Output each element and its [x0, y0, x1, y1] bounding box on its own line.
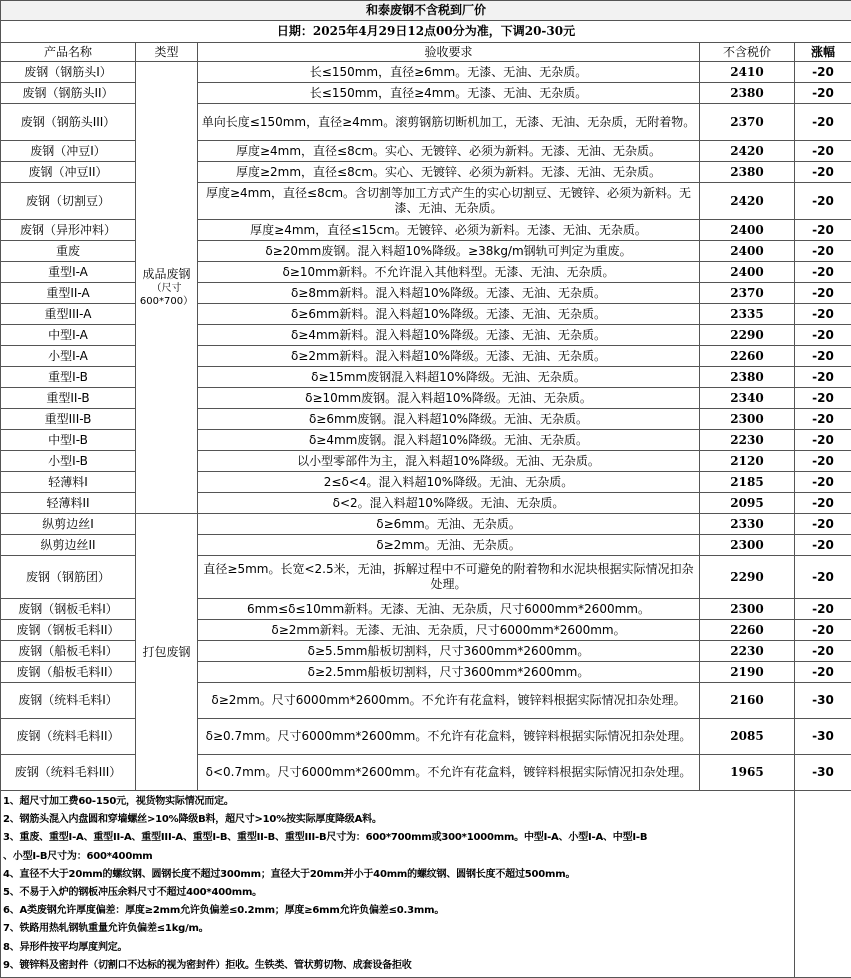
- requirement: δ≥6mm新料。混入料超10%降级。无漆、无油、无杂质。: [198, 304, 700, 325]
- requirement: δ<0.7mm。尺寸6000mm*2600mm。不允许有花盒料，镀锌料根据实际情况扣杂处理。: [198, 755, 700, 791]
- product-name: 重型II-B: [1, 388, 136, 409]
- price: 2400: [700, 241, 795, 262]
- note-line: 3、重废、重型I-A、重型II-A、重型III-A、重型I-B、重型II-B、重型III-B尺寸为：600*700mm或300*1000mm。中型I-A、小型I-A、中型I-B: [3, 829, 792, 847]
- price: 2230: [700, 430, 795, 451]
- price: 2120: [700, 451, 795, 472]
- price-change: -20: [795, 662, 851, 683]
- table-row: [1, 755, 851, 791]
- price-change: -20: [795, 409, 851, 430]
- price: 2410: [700, 62, 795, 83]
- note-line: 8、异形件按平均厚度判定。: [3, 939, 792, 957]
- requirement: 直径≥5mm。长宽<2.5米，无油，拆解过程中不可避免的附着物和水泥块根据实际情况扣杂处理。: [198, 556, 700, 599]
- requirement: δ≥5.5mm船板切割料，尺寸3600mm*2600mm。: [198, 641, 700, 662]
- product-name: 废钢（钢筋头II）: [1, 83, 136, 104]
- product-name: 废钢（钢板毛料I）: [1, 599, 136, 620]
- requirement: 6mm≤δ≤10mm新料。无漆、无油、无杂质，尺寸6000mm*2600mm。: [198, 599, 700, 620]
- requirement: 厚度≥2mm，直径≤8cm。实心、无镀锌、必须为新料。无漆、无油、无杂质。: [198, 162, 700, 183]
- price-change: -20: [795, 262, 851, 283]
- price-change: -20: [795, 62, 851, 83]
- table-row: [1, 141, 851, 162]
- table-row: [1, 241, 851, 262]
- table-row: [1, 62, 851, 83]
- product-name: 轻薄料II: [1, 493, 136, 514]
- price: 2160: [700, 683, 795, 719]
- product-name: 废钢（钢筋团）: [1, 556, 136, 599]
- requirement: δ≥10mm废钢。混入料超10%降级。无油、无杂质。: [198, 388, 700, 409]
- date-line: 日期：2025年4月29日12点00分为准，下调20-30元: [1, 21, 851, 43]
- price: 2370: [700, 104, 795, 141]
- product-name: 废钢（统料毛料II）: [1, 719, 136, 755]
- price: 2420: [700, 141, 795, 162]
- price-change: -20: [795, 83, 851, 104]
- price: 2400: [700, 220, 795, 241]
- table-row: [1, 183, 851, 220]
- requirement: δ<2。混入料超10%降级。无油、无杂质。: [198, 493, 700, 514]
- requirement: δ≥2mm。无油、无杂质。: [198, 535, 700, 556]
- requirement: 长≤150mm，直径≥6mm。无漆、无油、无杂质。: [198, 62, 700, 83]
- table-row: [1, 409, 851, 430]
- price-change: -20: [795, 241, 851, 262]
- price: 2260: [700, 346, 795, 367]
- requirement: 长≤150mm，直径≥4mm。无漆、无油、无杂质。: [198, 83, 700, 104]
- product-name: 重型III-B: [1, 409, 136, 430]
- price-change: -20: [795, 641, 851, 662]
- requirement: δ≥4mm废钢。混入料超10%降级。无油、无杂质。: [198, 430, 700, 451]
- notes-row: [1, 791, 851, 978]
- price: 2230: [700, 641, 795, 662]
- price: 2420: [700, 183, 795, 220]
- table-row: [1, 620, 851, 641]
- table-row: [1, 683, 851, 719]
- price-change: -20: [795, 183, 851, 220]
- requirement: 2≤δ<4。混入料超10%降级。无油、无杂质。: [198, 472, 700, 493]
- product-name: 纵剪边丝I: [1, 514, 136, 535]
- note-line: 5、不易于入炉的钢板冲压余料尺寸不超过400*400mm。: [3, 884, 792, 902]
- table-row: [1, 304, 851, 325]
- table-row: [1, 388, 851, 409]
- price: 2380: [700, 83, 795, 104]
- type-group-finished: [136, 62, 198, 514]
- table-row: [1, 493, 851, 514]
- type-group-packed: [136, 514, 198, 791]
- product-name: 重废: [1, 241, 136, 262]
- requirement: 厚度≥4mm，直径≤8cm。含切割等加工方式产生的实心切割豆、无镀锌、必须为新料。无漆、无油、无杂质。: [198, 183, 700, 220]
- price-change: -20: [795, 104, 851, 141]
- header-requirement: 验收要求: [198, 43, 700, 62]
- table-row: [1, 220, 851, 241]
- price: 2340: [700, 388, 795, 409]
- price-change: -20: [795, 556, 851, 599]
- price-change: -20: [795, 367, 851, 388]
- product-name: 废钢（钢筋头I）: [1, 62, 136, 83]
- price-change: -20: [795, 451, 851, 472]
- price-change: -20: [795, 472, 851, 493]
- product-name: 废钢（统料毛料III）: [1, 755, 136, 791]
- product-name: 重型I-A: [1, 262, 136, 283]
- product-name: 废钢（冲豆II）: [1, 162, 136, 183]
- product-name: 废钢（冲豆I）: [1, 141, 136, 162]
- price: 2085: [700, 719, 795, 755]
- table-row: [1, 599, 851, 620]
- type-group-label: 打包废钢: [138, 645, 195, 660]
- requirement: 厚度≥4mm，直径≤15cm。无镀锌、必须为新料。无漆、无油、无杂质。: [198, 220, 700, 241]
- header-type: 类型: [136, 43, 198, 62]
- requirement: 单向长度≤150mm，直径≥4mm。滚剪钢筋切断机加工，无漆、无油、无杂质，无附着物。: [198, 104, 700, 141]
- requirement: δ≥8mm新料。混入料超10%降级。无漆、无油、无杂质。: [198, 283, 700, 304]
- product-name: 废钢（船板毛料I）: [1, 641, 136, 662]
- table-row: [1, 451, 851, 472]
- product-name: 废钢（船板毛料II）: [1, 662, 136, 683]
- product-name: 中型I-A: [1, 325, 136, 346]
- price-change: -20: [795, 220, 851, 241]
- requirement: δ≥20mm废钢。混入料超10%降级。≥38kg/m钢轨可判定为重废。: [198, 241, 700, 262]
- product-name: 小型I-B: [1, 451, 136, 472]
- price-change: -30: [795, 683, 851, 719]
- requirement: δ≥2.5mm船板切割料，尺寸3600mm*2600mm。: [198, 662, 700, 683]
- table-row: [1, 162, 851, 183]
- note-line: 9、镀锌料及密封件（切割口不达标的视为密封件）拒收。生铁类、管状剪切物、成套设备拒收: [3, 957, 792, 975]
- price: 2400: [700, 262, 795, 283]
- requirement: δ≥6mm废钢。混入料超10%降级。无油、无杂质。: [198, 409, 700, 430]
- product-name: 重型III-A: [1, 304, 136, 325]
- header-change: 涨幅: [795, 43, 851, 62]
- price: 2335: [700, 304, 795, 325]
- price: 2290: [700, 325, 795, 346]
- table-row: [1, 367, 851, 388]
- requirement: 厚度≥4mm，直径≤8cm。实心、无镀锌、必须为新料。无漆、无油、无杂质。: [198, 141, 700, 162]
- type-group-size: （尺寸600*700）: [138, 282, 195, 308]
- table-row: [1, 514, 851, 535]
- product-name: 重型I-B: [1, 367, 136, 388]
- price: 2300: [700, 599, 795, 620]
- price: 1965: [700, 755, 795, 791]
- price: 2095: [700, 493, 795, 514]
- table-row: [1, 472, 851, 493]
- requirement: δ≥2mm新料。混入料超10%降级。无漆、无油、无杂质。: [198, 346, 700, 367]
- table-row: [1, 83, 851, 104]
- price-change: -30: [795, 719, 851, 755]
- price-change: -20: [795, 620, 851, 641]
- sheet-title: 和泰废钢不含税到厂价: [1, 1, 851, 21]
- table-row: [1, 662, 851, 683]
- product-name: 重型II-A: [1, 283, 136, 304]
- requirement: δ≥4mm新料。混入料超10%降级。无漆、无油、无杂质。: [198, 325, 700, 346]
- price: 2290: [700, 556, 795, 599]
- note-line: 、小型I-B尺寸为：600*400mm: [3, 848, 792, 866]
- product-name: 废钢（切割豆）: [1, 183, 136, 220]
- table-row: [1, 262, 851, 283]
- requirement: δ≥6mm。无油、无杂质。: [198, 514, 700, 535]
- requirement: δ≥15mm废钢混入料超10%降级。无油、无杂质。: [198, 367, 700, 388]
- header-row: [1, 43, 851, 62]
- product-name: 废钢（钢筋头III）: [1, 104, 136, 141]
- price: 2300: [700, 409, 795, 430]
- header-price: 不含税价: [700, 43, 795, 62]
- product-name: 轻薄料I: [1, 472, 136, 493]
- requirement: δ≥2mm。尺寸6000mm*2600mm。不允许有花盒料，镀锌料根据实际情况扣杂处理。: [198, 683, 700, 719]
- type-group-label: 成品废钢: [138, 267, 195, 282]
- price-change: -20: [795, 514, 851, 535]
- notes-empty-cell: [795, 791, 851, 978]
- price: 2370: [700, 283, 795, 304]
- price-change: -20: [795, 283, 851, 304]
- price-change: -20: [795, 535, 851, 556]
- table-row: [1, 556, 851, 599]
- requirement: δ≥0.7mm。尺寸6000mm*2600mm。不允许有花盒料，镀锌料根据实际情况扣杂处理。: [198, 719, 700, 755]
- note-line: 1、超尺寸加工费60-150元，视货物实际情况而定。: [3, 793, 792, 811]
- price: 2300: [700, 535, 795, 556]
- price-change: -20: [795, 141, 851, 162]
- product-name: 废钢（异形冲料）: [1, 220, 136, 241]
- price: 2330: [700, 514, 795, 535]
- note-line: 7、铁路用热轧钢轨重量允许负偏差≤1kg/m。: [3, 920, 792, 938]
- price-change: -20: [795, 304, 851, 325]
- requirement: δ≥2mm新料。无漆、无油、无杂质，尺寸6000mm*2600mm。: [198, 620, 700, 641]
- notes-block: [1, 791, 795, 978]
- price: 2380: [700, 367, 795, 388]
- price-change: -30: [795, 755, 851, 791]
- table-row: [1, 283, 851, 304]
- table-row: [1, 535, 851, 556]
- note-line: 4、直径不大于20mm的螺纹钢、圆钢长度不超过300mm；直径大于20mm并小于40mm的螺纹钢、圆钢长度不超过500mm。: [3, 866, 792, 884]
- price: 2185: [700, 472, 795, 493]
- table-row: [1, 325, 851, 346]
- price: 2260: [700, 620, 795, 641]
- product-name: 纵剪边丝II: [1, 535, 136, 556]
- table-row: [1, 719, 851, 755]
- table-row: [1, 346, 851, 367]
- table-row: [1, 104, 851, 141]
- requirement: δ≥10mm新料。不允许混入其他料型。无漆、无油、无杂质。: [198, 262, 700, 283]
- price-change: -20: [795, 430, 851, 451]
- product-name: 废钢（钢板毛料II）: [1, 620, 136, 641]
- requirement: 以小型零部件为主，混入料超10%降级。无油、无杂质。: [198, 451, 700, 472]
- price-change: -20: [795, 493, 851, 514]
- product-name: 小型I-A: [1, 346, 136, 367]
- table-row: [1, 430, 851, 451]
- table-row: [1, 641, 851, 662]
- price-change: -20: [795, 388, 851, 409]
- product-name: 中型I-B: [1, 430, 136, 451]
- price: 2190: [700, 662, 795, 683]
- header-name: 产品名称: [1, 43, 136, 62]
- price-change: -20: [795, 599, 851, 620]
- product-name: 废钢（统料毛料I）: [1, 683, 136, 719]
- price: 2380: [700, 162, 795, 183]
- note-line: 2、钢筋头混入内盘圆和穿墙螺丝>10%降级B料，超尺寸>10%按实际厚度降级A料。: [3, 811, 792, 829]
- price-change: -20: [795, 346, 851, 367]
- price-change: -20: [795, 325, 851, 346]
- price-change: -20: [795, 162, 851, 183]
- note-line: 6、A类废钢允许厚度偏差：厚度≥2mm允许负偏差≤0.2mm；厚度≥6mm允许负偏差≤0.3mm。: [3, 902, 792, 920]
